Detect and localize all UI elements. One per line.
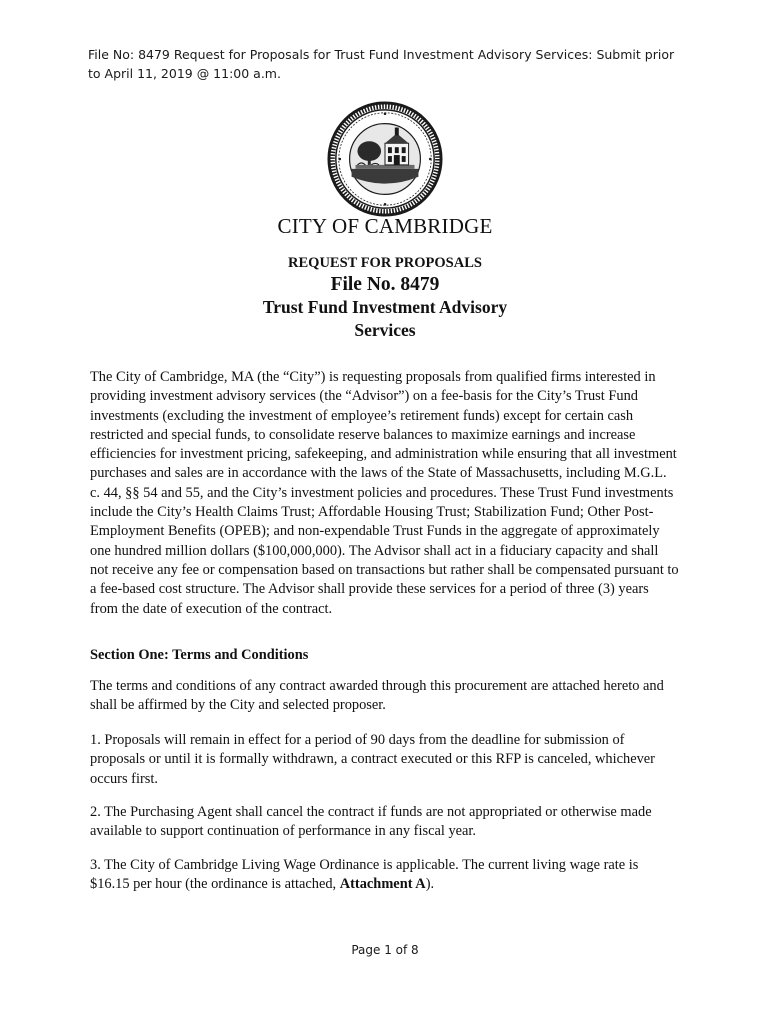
terms-item-text: 3. The City of Cambridge Living Wage Ordinance is applicable. The current living wage rate is $16.15 per hour (the ordinance is attached,: [90, 857, 639, 893]
city-name: CITY OF CAMBRIDGE: [277, 214, 493, 238]
rfp-title-line-2: Services: [354, 320, 416, 340]
rfp-label: REQUEST FOR PROPOSALS: [288, 255, 482, 271]
intro-paragraph: The City of Cambridge, MA (the “City”) is requesting proposals from qualified firms interested in providing investment advisory services (the “Advisor”) on a fee-basis for the City’s Trust Fund investments (excluding the investment of employee’s retirement funds) except for certain cash restricted and special funds, to consolidate reserve balances to maximize earnings and increase efficiencies for investment pricing, safekeeping, and administration while ensuring that all investment purchases and sales are in accordance with the laws of the State of Massachusetts, including M.G.L. c. 44, §§ 54 and 55, and the City’s investment policies and procedures. These Trust Fund investments include the City’s Health Claims Trust; Affordable Housing Trust; Stabilization Fund; Other Post-Employment Benefits (OPEB); and non-expendable Trust Funds in the aggregate of approximately one hundred million dollars ($100,000,000). The Advisor shall act in a fiduciary capacity and shall not receive any fee or compensation based on transactions but rather shall be compensated pursuant to a fee-based cost structure. The Advisor shall provide these services for a period of three (3) years from the date of execution of the contract.: [90, 369, 679, 617]
city-seal-icon: [326, 100, 444, 218]
rfp-title: [0, 296, 770, 342]
page-number: Page 1 of 8: [351, 943, 419, 957]
terms-intro-paragraph: The terms and conditions of any contract awarded through this procurement are attached hereto and shall be affirmed by the City and selected proposer.: [90, 678, 664, 714]
rfp-title-line-1: Trust Fund Investment Advisory: [262, 297, 508, 317]
terms-item: 2. The Purchasing Agent shall cancel the contract if funds are not appropriated or otherwise made available to support continuation of performance in any fiscal year.: [90, 804, 652, 840]
section-heading: Section One: Terms and Conditions: [90, 647, 309, 663]
attachment-reference: Attachment A: [339, 876, 426, 893]
terms-item: [90, 856, 680, 895]
running-header: File No: 8479 Request for Proposals for Trust Fund Investment Advisory Services: Submit prior to April 11, 2019 @ 11:00 a.m.: [88, 47, 675, 81]
file-number: File No. 8479: [330, 274, 440, 295]
terms-item: 1. Proposals will remain in effect for a period of 90 days from the deadline for submission of proposals or until it is formally withdrawn, a contract executed or this RFP is canceled, whichever occurs first.: [90, 732, 655, 787]
terms-item-tail: ).: [425, 876, 435, 893]
